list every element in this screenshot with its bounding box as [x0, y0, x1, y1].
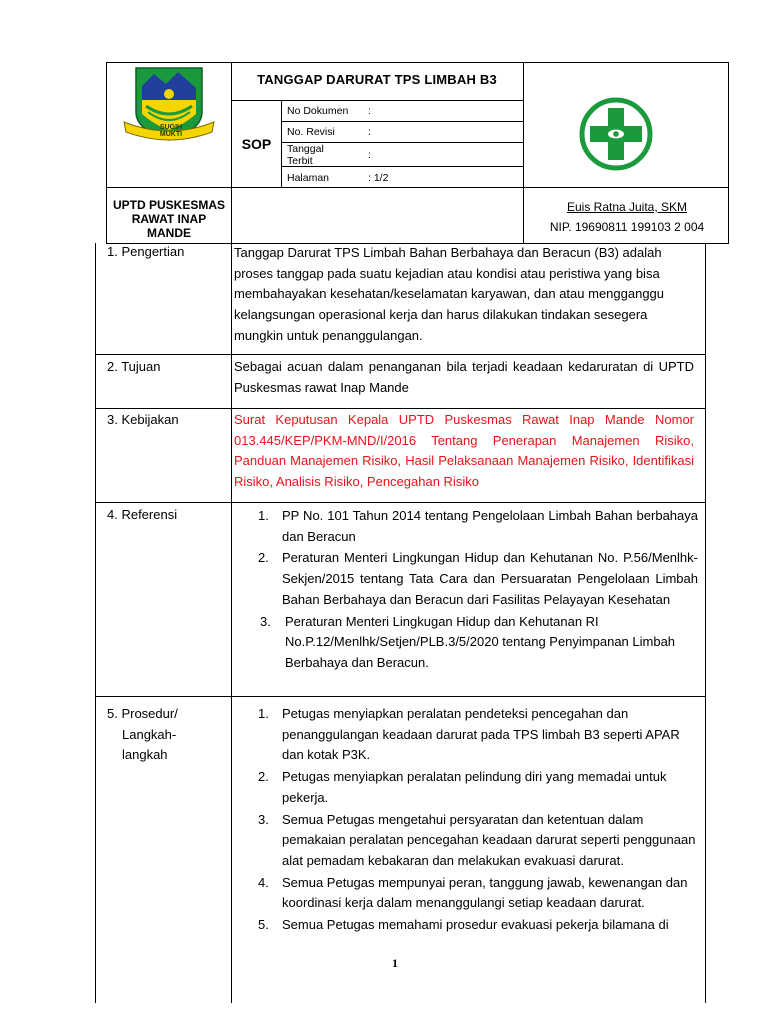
regency-logo — [122, 64, 216, 184]
header-border-middle — [106, 187, 729, 188]
section-title-kebijakan: 3. Kebijakan — [107, 412, 179, 427]
header-divider-left — [231, 62, 232, 244]
section-text-kebijakan: Surat Keputusan Kepala UPTD Puskesmas Rawat Inap Mande Nomor 013.445/KEP/PKM-MND/I/2016 Tentang Penerapan Manajemen Risiko, Panduan Manajemen Risiko, Hasil Pelaksanaan Manajemen Risiko, Identifikasi Risiko, Analisis Risiko, Pencegahan Risiko — [234, 412, 694, 490]
section-title-tujuan: 2. Tujuan — [107, 359, 161, 374]
section-text-tujuan: Sebagai acuan dalam penanganan bila terjadi keadaan kedaruratan di UPTD Puskesmas rawat Inap Mande — [234, 359, 694, 395]
field-value-no-dokumen: : — [368, 105, 371, 117]
document-title: TANGGAP DARURAT TPS LIMBAH B3 — [257, 72, 497, 87]
section-text-pengertian: Tanggap Darurat TPS Limbah Bahan Berbahaya dan Beracun (B3) adalah proses tanggap pada suatu kejadian atau kondisi atau peristiwa yang bisa membahayakan kesehatan/keselamatan karyawan, dan atau mengganggu kelangsungan operasional kerja dan harus dilakukan tindakan sesegera mungkin untuk penanggulangan. — [234, 245, 665, 343]
section-title-referensi: 4. Referensi — [107, 507, 178, 522]
section-title-prosedur-line3: langkah — [122, 747, 168, 762]
prosedur-list — [234, 704, 698, 937]
body-border-left — [95, 243, 96, 1003]
list-item: 2. Peraturan Menteri Lingkungan Hidup dan Kehutanan No. P.56/Menlhk-Sekjen/2015 tentang Tata Cara dan Persuaratan Pengelolaan Limbah Bahan Berbahaya dan Beracun dari Fasilitas Pelayayan Kesehatan — [258, 550, 698, 607]
list-item: 1. Petugas menyiapkan peralatan pendeteksi pencegahan dan penanggulangan keadaan darurat pada TPS limbah B3 seperti APAR dan kotak P3K. — [258, 706, 680, 763]
health-cross-icon — [578, 96, 654, 172]
field-value-no-revisi: : — [368, 126, 371, 138]
sop-label: SOP — [241, 136, 272, 152]
puskesmas-logo — [578, 96, 654, 172]
header-border-right — [728, 62, 729, 244]
section-title-prosedur: 5. Prosedur/ — [107, 706, 178, 721]
row-border-2 — [95, 408, 706, 409]
signatory-nip: NIP. 19690811 199103 2 004 — [549, 220, 705, 234]
body-column-divider — [231, 243, 232, 1003]
field-value-halaman: : 1/2 — [368, 172, 389, 184]
list-item: 5. Semua Petugas memahami prosedur evakuasi pekerja bilamana di — [258, 917, 669, 933]
title-row-border — [231, 100, 523, 101]
referensi-list — [234, 506, 698, 675]
field-label-tanggal-terbit: Tanggal Terbit — [287, 143, 324, 167]
section-title-prosedur-line2: Langkah- — [122, 727, 177, 742]
list-item: 1. PP No. 101 Tahun 2014 tentang Pengelolaan Limbah Bahan berbahaya dan Beracun — [258, 508, 698, 544]
field-label-no-dokumen: No Dokumen — [287, 105, 349, 117]
section-title-pengertian: 1. Pengertian — [107, 244, 185, 259]
row-border-3 — [95, 502, 706, 503]
header-divider-right — [523, 62, 524, 244]
signatory-name: Euis Ratna Juita, SKM — [566, 200, 688, 214]
field-label-no-revisi: No. Revisi — [287, 126, 335, 138]
list-item: 3. Peraturan Menteri Lingkugan Hidup dan Kehutanan RI No.P.12/Menlhk/Setjen/PLB.3/5/2020 tentang Penyimpanan Limbah Berbahaya dan Beracun. — [260, 613, 676, 670]
row-border-1 — [95, 354, 706, 355]
field-label-halaman: Halaman — [287, 172, 330, 184]
body-border-right — [705, 243, 706, 1003]
field-border-1 — [281, 121, 523, 122]
logo-banner-text: SUGIH MUKTI — [159, 124, 183, 138]
page-number: 1 — [392, 956, 398, 970]
row-border-4 — [95, 696, 706, 697]
field-value-tanggal-terbit: : — [368, 149, 371, 161]
org-name: UPTD PUSKESMAS RAWAT INAP MANDE — [112, 198, 225, 240]
header-border-top — [106, 62, 729, 63]
list-item: 3. Semua Petugas mengetahui persyaratan dan ketentuan dalam pemakaian peralatan pencegahan keadaan darurat seperti penggunaan alat pemadam kebakaran dan melakukan evakuasi darurat. — [258, 811, 696, 868]
list-item: 2. Petugas menyiapkan peralatan pelindung diri yang memadai untuk pekerja. — [258, 769, 667, 805]
sop-divider — [281, 100, 282, 188]
header-border-left — [106, 62, 107, 244]
list-item: 4. Semua Petugas mempunyai peran, tanggung jawab, kewenangan dan koordinasi kerja dalam menanggulangi setiap keadaan darurat. — [258, 874, 688, 911]
